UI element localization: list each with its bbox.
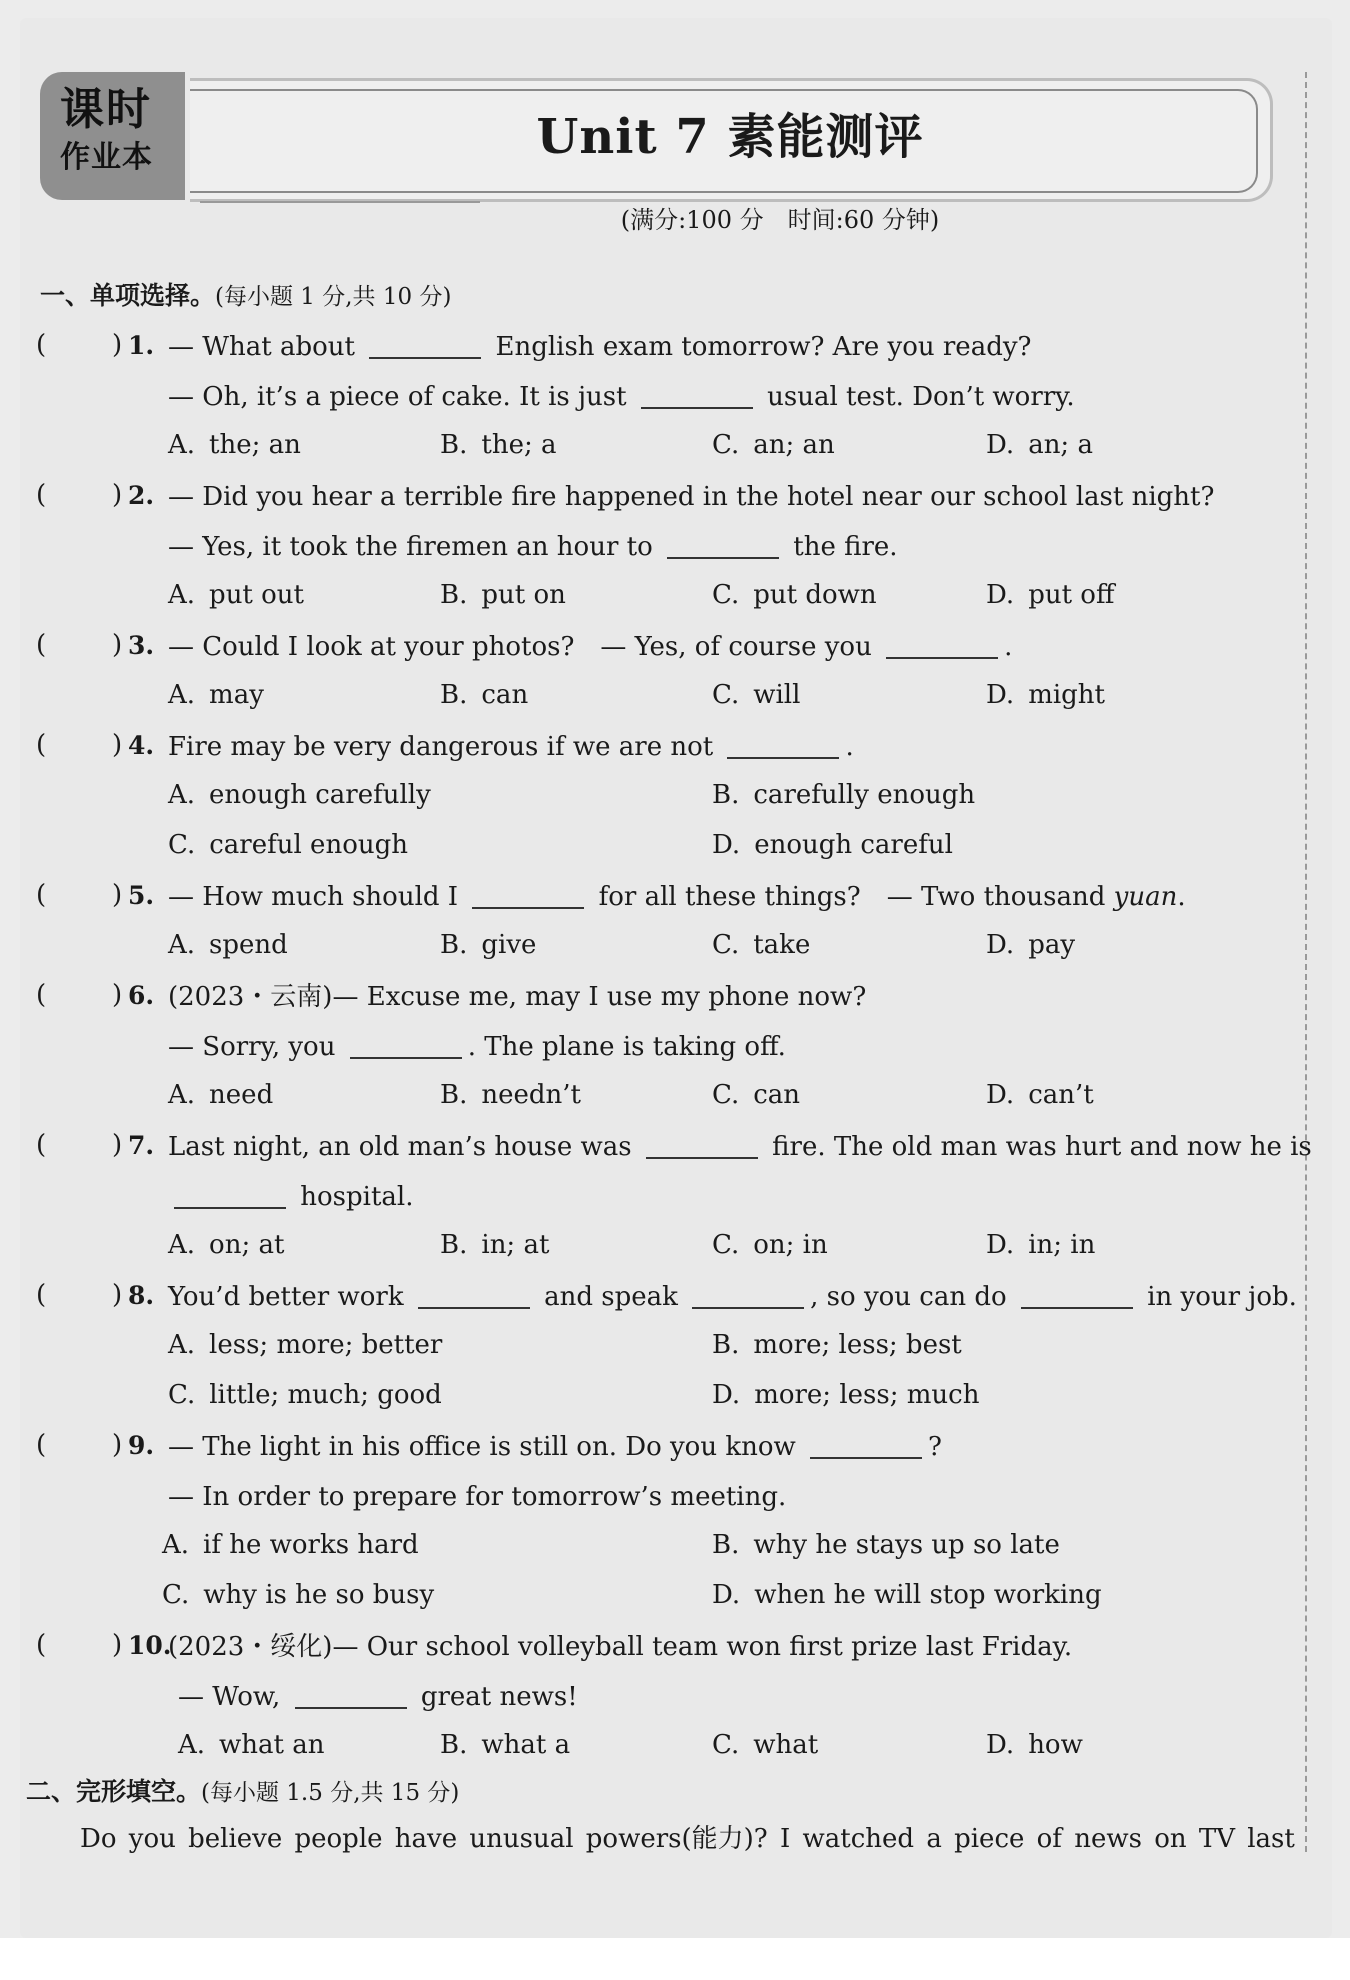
text-segment: — Oh, it’s a piece of cake. It is just <box>168 382 635 412</box>
option-letter: C. <box>712 680 740 710</box>
text-segment: — Wow, <box>178 1682 289 1712</box>
question-text <box>168 1630 1072 1664</box>
answer-blank[interactable] <box>810 1431 922 1459</box>
option-letter: B. <box>440 1230 468 1260</box>
text-segment: — The light in his office is still on. Do you know <box>168 1432 805 1462</box>
question-text <box>178 1680 578 1714</box>
text-segment: — Could I look at your photos? — Yes, of course you <box>168 632 881 662</box>
text-segment: You’d better work <box>168 1282 412 1312</box>
option-letter: D. <box>712 830 741 860</box>
text-segment: (2023・云南)— Excuse me, may I use my phone now? <box>168 982 867 1012</box>
option-letter: A. <box>162 1530 190 1560</box>
option-letter: C. <box>712 1730 740 1760</box>
question-text <box>168 530 898 564</box>
text-segment: Fire may be very dangerous if we are not <box>168 732 722 762</box>
option-text: on; in <box>753 1230 828 1260</box>
answer-option[interactable] <box>712 930 810 960</box>
question-text <box>168 1480 786 1514</box>
answer-option[interactable] <box>168 430 301 460</box>
answer-option[interactable] <box>168 580 304 610</box>
option-text: need <box>209 1080 274 1110</box>
answer-option[interactable] <box>168 1330 442 1360</box>
answer-option[interactable] <box>986 680 1105 710</box>
answer-paren-close: ) <box>112 1630 123 1660</box>
question-text <box>168 330 1031 364</box>
answer-option[interactable] <box>168 830 408 860</box>
text-segment: — Did you hear a terrible fire happened in the hotel near our school last night? <box>168 482 1215 512</box>
answer-option[interactable] <box>712 1530 1060 1560</box>
option-text: why he stays up so late <box>753 1530 1060 1560</box>
text-segment: in your job. <box>1138 1282 1297 1312</box>
option-text: spend <box>209 930 288 960</box>
option-text: in; in <box>1028 1230 1096 1260</box>
question-text <box>168 1180 414 1214</box>
option-text: may <box>209 680 264 710</box>
option-text: might <box>1028 680 1105 710</box>
text-segment: — Yes, it took the firemen an hour to <box>168 532 661 562</box>
question-number: 10. <box>128 1631 172 1660</box>
option-letter: B. <box>440 930 468 960</box>
option-letter: B. <box>712 1530 740 1560</box>
answer-paren-open: ( <box>36 630 47 660</box>
answer-option[interactable] <box>712 1580 1102 1610</box>
option-letter: B. <box>440 680 468 710</box>
answer-paren-close: ) <box>112 1430 123 1460</box>
answer-option[interactable] <box>986 930 1075 960</box>
answer-blank[interactable] <box>886 631 998 659</box>
option-letter: D. <box>712 1580 741 1610</box>
answer-blank[interactable] <box>295 1681 407 1709</box>
italic-word: yuan <box>1113 882 1178 912</box>
option-letter: C. <box>712 580 740 610</box>
answer-option[interactable] <box>712 430 835 460</box>
question-text <box>168 380 1075 414</box>
answer-option[interactable] <box>440 580 566 610</box>
option-text: why is he so busy <box>203 1580 435 1610</box>
answer-option[interactable] <box>712 1330 962 1360</box>
option-text: enough careful <box>754 830 953 860</box>
page-margin-bottom <box>0 1938 1350 1980</box>
answer-option[interactable] <box>168 1080 273 1110</box>
option-text: carefully enough <box>753 780 976 810</box>
answer-blank[interactable] <box>692 1281 804 1309</box>
option-text: more; less; much <box>754 1380 980 1410</box>
answer-blank[interactable] <box>350 1031 462 1059</box>
option-letter: D. <box>712 1380 741 1410</box>
answer-blank[interactable] <box>641 381 753 409</box>
option-letter: B. <box>440 430 468 460</box>
answer-option[interactable] <box>440 930 536 960</box>
option-letter: C. <box>168 1380 196 1410</box>
answer-option[interactable] <box>986 580 1114 610</box>
answer-option[interactable] <box>168 1230 284 1260</box>
question-text <box>168 980 866 1014</box>
option-letter: B. <box>440 1730 468 1760</box>
question-text <box>168 1280 1297 1314</box>
option-letter: C. <box>168 830 196 860</box>
option-letter: C. <box>712 1230 740 1260</box>
answer-option[interactable] <box>162 1530 419 1560</box>
option-letter: B. <box>712 780 740 810</box>
answer-blank[interactable] <box>472 881 584 909</box>
option-text: more; less; best <box>753 1330 962 1360</box>
text-segment: great news! <box>412 1682 578 1712</box>
text-segment: — How much should I <box>168 882 467 912</box>
answer-paren-open: ( <box>36 1130 47 1160</box>
option-letter: A. <box>168 780 196 810</box>
option-text: when he will stop working <box>754 1580 1102 1610</box>
question-text <box>168 630 1012 664</box>
text-segment: . <box>845 732 854 762</box>
option-text: the; an <box>209 430 301 460</box>
question-text <box>168 880 1186 914</box>
option-text: on; at <box>209 1230 285 1260</box>
answer-option[interactable] <box>168 680 264 710</box>
answer-paren-close: ) <box>112 880 123 910</box>
option-text: less; more; better <box>209 1330 443 1360</box>
option-text: needn’t <box>481 1080 581 1110</box>
answer-option[interactable] <box>712 780 975 810</box>
option-letter: C. <box>712 430 740 460</box>
question-number: 5. <box>128 881 155 910</box>
text-segment: fire. The old man was hurt and now he is <box>763 1132 1312 1162</box>
text-segment: English exam tomorrow? Are you ready? <box>487 332 1032 362</box>
answer-blank[interactable] <box>369 331 481 359</box>
text-segment: (2023・绥化)— Our school volleyball team won first prize last Friday. <box>168 1632 1073 1662</box>
question-text <box>168 1130 1312 1164</box>
text-segment: and speak <box>535 1282 687 1312</box>
option-letter: D. <box>986 580 1015 610</box>
answer-paren-open: ( <box>36 730 47 760</box>
passage-text: Do you believe people have unusual powers(能力)? I watched a piece of news on TV last <box>80 1824 1295 1854</box>
answer-option[interactable] <box>440 1230 549 1260</box>
answer-blank[interactable] <box>418 1281 530 1309</box>
option-letter: A. <box>168 1330 196 1360</box>
answer-option[interactable] <box>712 830 953 860</box>
divider <box>200 201 480 203</box>
option-text: will <box>753 680 801 710</box>
section2-title: 二、完形填空。 <box>26 1777 202 1806</box>
text-segment: usual test. Don’t worry. <box>758 382 1075 412</box>
answer-paren-open: ( <box>36 1280 47 1310</box>
answer-paren-open: ( <box>36 1630 47 1660</box>
answer-option[interactable] <box>440 1730 570 1760</box>
option-text: what a <box>481 1730 571 1760</box>
option-letter: C. <box>712 930 740 960</box>
option-letter: C. <box>162 1580 190 1610</box>
answer-paren-close: ) <box>112 980 123 1010</box>
page-title: Unit 7 素能测评 <box>536 109 924 165</box>
answer-option[interactable] <box>712 1080 800 1110</box>
option-text: careful enough <box>209 830 408 860</box>
text-segment: hospital. <box>292 1182 414 1212</box>
option-letter: D. <box>986 680 1015 710</box>
question-number: 7. <box>128 1131 155 1160</box>
badge <box>40 72 185 200</box>
answer-option[interactable] <box>986 1730 1083 1760</box>
answer-option[interactable] <box>168 1380 442 1410</box>
badge-subtitle: 作业本 <box>60 140 153 175</box>
text-segment: ? <box>928 1432 942 1462</box>
option-text: can <box>481 680 529 710</box>
answer-blank[interactable] <box>646 1131 758 1159</box>
answer-paren-close: ) <box>112 630 123 660</box>
question-number: 4. <box>128 731 155 760</box>
answer-paren-open: ( <box>36 480 47 510</box>
answer-option[interactable] <box>440 430 556 460</box>
answer-option[interactable] <box>168 930 288 960</box>
text-segment: . <box>1177 882 1186 912</box>
option-text: put off <box>1028 580 1115 610</box>
option-text: if he works hard <box>203 1530 419 1560</box>
option-letter: D. <box>986 1230 1015 1260</box>
question-text <box>168 730 854 764</box>
answer-option[interactable] <box>712 580 877 610</box>
option-letter: A. <box>168 430 196 460</box>
question-text <box>168 1030 786 1064</box>
option-text: in; at <box>481 1230 550 1260</box>
option-letter: A. <box>168 1230 196 1260</box>
option-letter: A. <box>168 1080 196 1110</box>
text-segment: . <box>1004 632 1013 662</box>
question-number: 2. <box>128 481 155 510</box>
answer-option[interactable] <box>986 1080 1094 1110</box>
answer-option[interactable] <box>986 1230 1095 1260</box>
option-text: what <box>753 1730 819 1760</box>
answer-paren-close: ) <box>112 1280 123 1310</box>
section2-heading <box>26 1772 459 1808</box>
answer-option[interactable] <box>440 680 528 710</box>
text-segment: , so you can do <box>810 1282 1015 1312</box>
text-segment: for all these things? — Two thousand <box>590 882 1114 912</box>
text-segment: — Sorry, you <box>168 1032 344 1062</box>
option-text: an; an <box>753 430 835 460</box>
answer-paren-close: ) <box>112 1130 123 1160</box>
option-letter: D. <box>986 930 1015 960</box>
badge-title: 课时 <box>60 84 152 135</box>
answer-blank[interactable] <box>1021 1281 1133 1309</box>
section1-note: (每小题 1 分,共 10 分) <box>215 284 452 310</box>
section1-title: 一、单项选择。 <box>40 281 216 310</box>
answer-paren-open: ( <box>36 330 47 360</box>
option-text: can <box>753 1080 801 1110</box>
section1-heading <box>40 276 451 312</box>
answer-paren-close: ) <box>112 480 123 510</box>
answer-option[interactable] <box>168 780 431 810</box>
option-text: what an <box>219 1730 325 1760</box>
answer-paren-open: ( <box>36 880 47 910</box>
question-text <box>168 480 1214 514</box>
option-letter: A. <box>168 580 196 610</box>
answer-option[interactable] <box>986 430 1093 460</box>
option-letter: D. <box>986 1730 1015 1760</box>
option-text: take <box>753 930 811 960</box>
option-text: an; a <box>1028 430 1093 460</box>
option-letter: A. <box>168 930 196 960</box>
answer-blank[interactable] <box>174 1181 286 1209</box>
option-text: enough carefully <box>209 780 431 810</box>
margin-rule <box>1305 72 1307 1852</box>
option-letter: D. <box>986 430 1015 460</box>
option-text: little; much; good <box>209 1380 442 1410</box>
answer-option[interactable] <box>712 1380 979 1410</box>
question-text <box>168 1430 942 1464</box>
option-letter: C. <box>712 1080 740 1110</box>
text-segment: Last night, an old man’s house was <box>168 1132 640 1162</box>
answer-option[interactable] <box>162 1580 434 1610</box>
option-letter: B. <box>440 1080 468 1110</box>
text-segment: the fire. <box>785 532 898 562</box>
answer-option[interactable] <box>712 1730 818 1760</box>
answer-paren-open: ( <box>36 1430 47 1460</box>
option-text: put down <box>753 580 877 610</box>
answer-blank[interactable] <box>727 731 839 759</box>
answer-blank[interactable] <box>667 531 779 559</box>
option-text: the; a <box>481 430 557 460</box>
option-text: how <box>1028 1730 1083 1760</box>
question-number: 6. <box>128 981 155 1010</box>
option-text: can’t <box>1028 1080 1094 1110</box>
option-text: put out <box>209 580 304 610</box>
answer-paren-close: ) <box>112 730 123 760</box>
answer-option[interactable] <box>440 1080 581 1110</box>
question-number: 8. <box>128 1281 155 1310</box>
answer-option[interactable] <box>712 680 800 710</box>
option-letter: B. <box>712 1330 740 1360</box>
question-number: 9. <box>128 1431 155 1460</box>
option-letter: D. <box>986 1080 1015 1110</box>
option-letter: A. <box>168 680 196 710</box>
text-segment: . The plane is taking off. <box>467 1032 786 1062</box>
answer-paren-close: ) <box>112 330 123 360</box>
question-number: 1. <box>128 331 155 360</box>
answer-option[interactable] <box>178 1730 325 1760</box>
answer-option[interactable] <box>712 1230 828 1260</box>
option-text: give <box>481 930 537 960</box>
score-time-line: (满分:100 分 时间:60 分钟) <box>620 206 940 234</box>
option-text: put on <box>481 580 566 610</box>
text-segment: — What about <box>168 332 364 362</box>
section2-note: (每小题 1.5 分,共 15 分) <box>201 1780 460 1806</box>
text-segment: — In order to prepare for tomorrow’s meeting. <box>168 1482 787 1512</box>
question-number: 3. <box>128 631 155 660</box>
option-text: pay <box>1028 930 1076 960</box>
option-letter: A. <box>178 1730 206 1760</box>
option-letter: B. <box>440 580 468 610</box>
answer-paren-open: ( <box>36 980 47 1010</box>
